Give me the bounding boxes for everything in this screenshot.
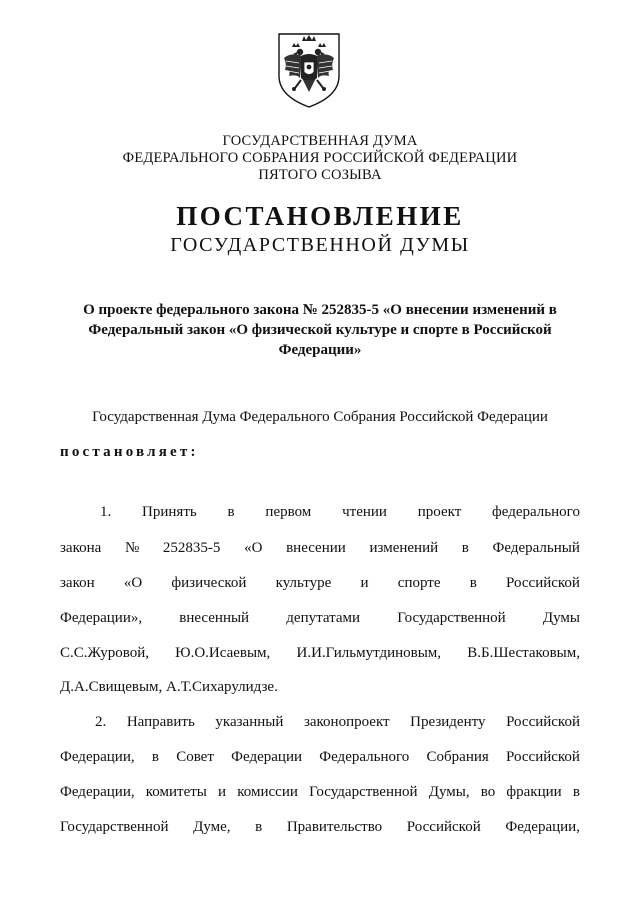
word: Федерации», [60, 610, 143, 626]
header-line-3: ПЯТОГО СОЗЫВА [258, 167, 382, 183]
document-issuer-title: ГОСУДАРСТВЕННОЙ ДУМЫ [170, 234, 470, 256]
word: Правительство [286, 819, 383, 835]
word: указанный [215, 714, 284, 730]
word: Думе, [193, 819, 231, 835]
word: Федерального [319, 749, 410, 765]
paragraph-1-line-1 [100, 502, 580, 522]
word: спорте [397, 575, 441, 591]
paragraph-1-line-3 [60, 573, 580, 593]
word: и [360, 575, 369, 591]
resolution-subject [70, 300, 570, 360]
word: Государственной [397, 610, 506, 626]
paragraph-2-line-3 [60, 782, 580, 802]
word: Федеральный [492, 540, 580, 556]
word: и [218, 784, 227, 800]
word: в [469, 575, 477, 591]
paragraph-1-line-2 [60, 538, 580, 558]
word: первом [265, 504, 312, 520]
word: Российской [406, 819, 481, 835]
header-line-1: ГОСУДАРСТВЕННАЯ ДУМА [222, 133, 418, 149]
word: 252835-5 [162, 540, 221, 556]
word: культуре [275, 575, 332, 591]
word: закона [60, 540, 102, 556]
word: Российской [506, 749, 580, 765]
document-type-title: ПОСТАНОВЛЕНИЕ [176, 201, 464, 231]
subject-line-1: О проекте федерального закона № 252835-5 «О внесении изменений в [83, 302, 557, 318]
word: 1. [100, 504, 112, 520]
resolves-word: постановляет: [60, 444, 199, 460]
paragraph-2-line-2 [60, 747, 580, 767]
word: «О [244, 540, 263, 556]
word: Совет [176, 749, 214, 765]
word: фракции [506, 784, 562, 800]
state-emblem-icon [275, 30, 343, 110]
word: Федерации, [60, 749, 135, 765]
word: С.С.Журовой, [60, 645, 149, 661]
word: 2. [95, 714, 107, 730]
word: Принять [142, 504, 197, 520]
word: законопроект [303, 714, 390, 730]
paragraph-1-line-6: Д.А.Свищевым, А.Т.Сихарулидзе. [60, 679, 278, 695]
subject-line-2: Федеральный закон «О физической культуре и спорте в Российской [88, 322, 552, 338]
word: Российской [506, 714, 580, 730]
word: Направить [126, 714, 195, 730]
word: изменений [369, 540, 439, 556]
word: комитеты [145, 784, 207, 800]
word: Думы, [428, 784, 470, 800]
word: физической [171, 575, 247, 591]
word: федерального [492, 504, 580, 520]
word: В.Б.Шестаковым, [467, 645, 580, 661]
word: Собрания [426, 749, 489, 765]
word: проект [417, 504, 462, 520]
word: Думы [542, 610, 580, 626]
word: внесении [286, 540, 346, 556]
word: во [480, 784, 496, 800]
word: внесенный [179, 610, 250, 626]
word: в [461, 540, 469, 556]
word: депутатами [286, 610, 361, 626]
word: Российской [506, 575, 580, 591]
preamble-text: Государственная Дума Федерального Собрания Российской Федерации [92, 409, 548, 425]
word: чтении [342, 504, 387, 520]
word: в [227, 504, 235, 520]
word: Федерации, [505, 819, 580, 835]
issuer-header [0, 133, 640, 184]
word: в [151, 749, 159, 765]
paragraph-2-line-1 [95, 712, 580, 732]
word: комиссии [237, 784, 298, 800]
word: в [572, 784, 580, 800]
word: Государственной [60, 819, 169, 835]
word: № [124, 540, 140, 556]
word: «О [123, 575, 143, 591]
word: Ю.О.Исаевым, [175, 645, 271, 661]
header-line-2: ФЕДЕРАЛЬНОГО СОБРАНИЯ РОССИЙСКОЙ ФЕДЕРАЦИИ [122, 150, 518, 166]
paragraph-1-line-4 [60, 608, 580, 628]
word: Государственной [309, 784, 418, 800]
paragraph-2-line-4 [60, 817, 580, 837]
word: Федерации [231, 749, 302, 765]
subject-line-3: Федерации» [278, 342, 362, 358]
word: Президенту [410, 714, 486, 730]
word: Федерации, [60, 784, 135, 800]
word: И.И.Гильмутдиновым, [296, 645, 442, 661]
paragraph-1-line-5 [60, 643, 580, 663]
word: закон [60, 575, 95, 591]
word: в [255, 819, 263, 835]
